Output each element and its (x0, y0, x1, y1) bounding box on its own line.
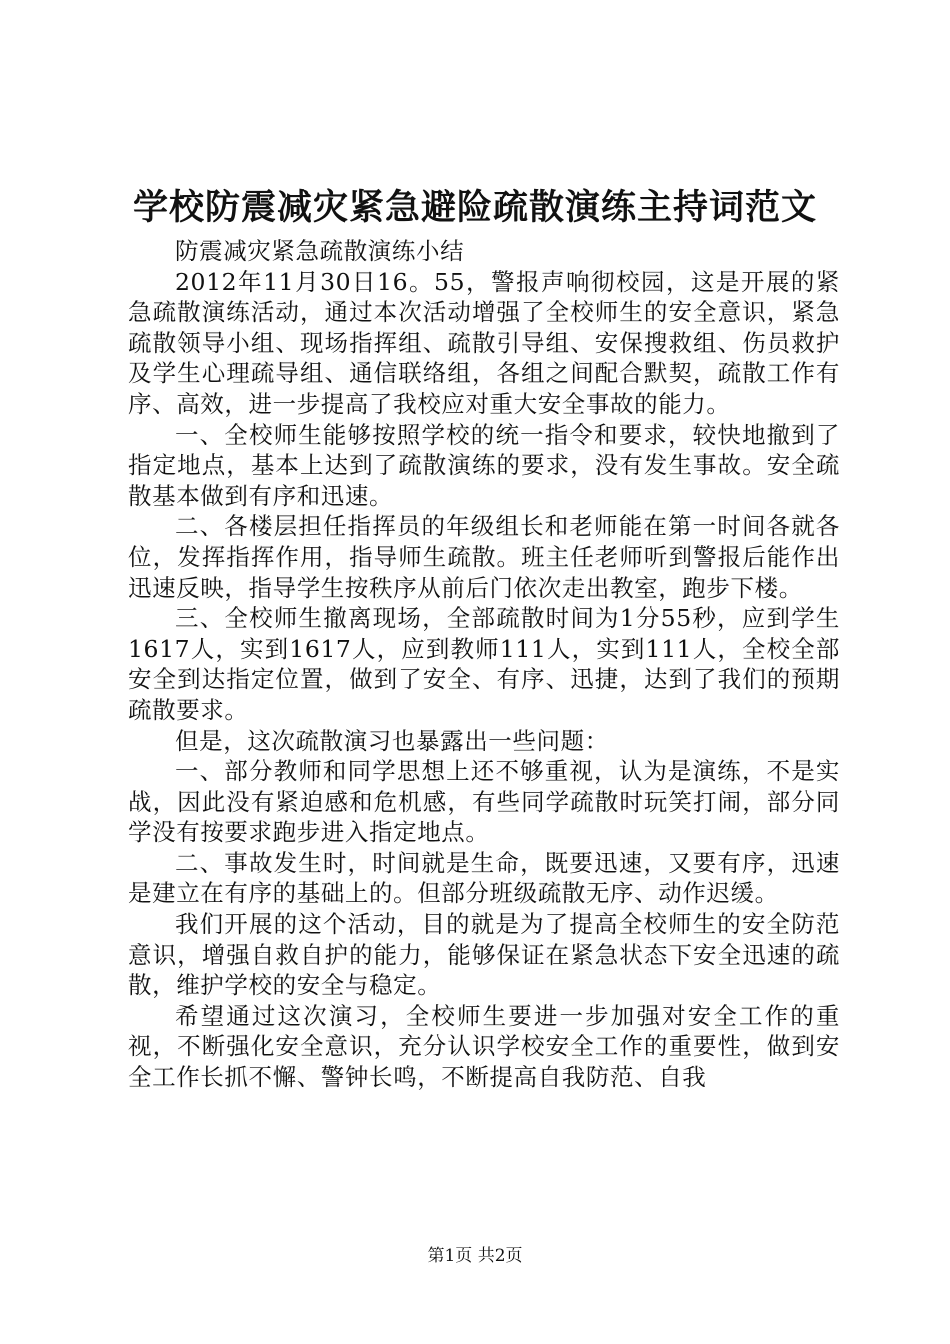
paragraph-problem-2: 二、事故发生时，时间就是生命，既要迅速，又要有序，迅速是建立在有序的基础上的。但部分班级疏散无序、动作迟缓。 (128, 848, 840, 908)
document-body (128, 236, 840, 1093)
paragraph-point-3: 三、全校师生撤离现场，全部疏散时间为1分55秒，应到学生1617人，实到1617人，应到教师111人，实到111人，全校全部安全到达指定位置，做到了安全、有序、迅捷，达到了我们的预期疏散要求。 (128, 604, 840, 724)
paragraph-intro: 2012年11月30日16。55，警报声响彻校园，这是开展的紧急疏散演练活动，通过本次活动增强了全校师生的安全意识，紧急疏散领导小组、现场指挥组、疏散引导组、安保搜救组、伤员救护及学生心理疏导组、通信联络组，各组之间配合默契，疏散工作有序、高效，进一步提高了我校应对重大安全事故的能力。 (128, 267, 840, 418)
paragraph-hope: 希望通过这次演习，全校师生要进一步加强对安全工作的重视，不断强化安全意识，充分认识学校安全工作的重要性，做到安全工作长抓不懈、警钟长鸣，不断提高自我防范、自我 (128, 1001, 840, 1092)
page-footer: 第1页 共2页 (427, 1246, 523, 1266)
paragraph-problem-1: 一、部分教师和同学思想上还不够重视，认为是演练，不是实战，因此没有紧迫感和危机感，有些同学疏散时玩笑打闹，部分同学没有按要求跑步进入指定地点。 (128, 757, 840, 847)
paragraph-point-2: 二、各楼层担任指挥员的年级组长和老师能在第一时间各就各位，发挥指挥作用，指导师生疏散。班主任老师听到警报后能作出迅速反映，指导学生按秩序从前后门依次走出教室，跑步下楼。 (128, 512, 840, 602)
section-subtitle: 防震减灾紧急疏散演练小结 (175, 237, 465, 265)
paragraph-purpose: 我们开展的这个活动，目的就是为了提高全校师生的安全防范意识，增强自救自护的能力，能够保证在紧急状态下安全迅速的疏散，维护学校的安全与稳定。 (128, 910, 840, 1000)
document-title: 学校防震减灾紧急避险疏散演练主持词范文 (132, 187, 817, 228)
paragraph-problems-intro: 但是，这次疏散演习也暴露出一些问题： (175, 726, 609, 755)
paragraph-point-1: 一、全校师生能够按照学校的统一指令和要求，较快地撤到了指定地点，基本上达到了疏散演练的要求，没有发生事故。安全疏散基本做到有序和迅速。 (128, 420, 840, 510)
